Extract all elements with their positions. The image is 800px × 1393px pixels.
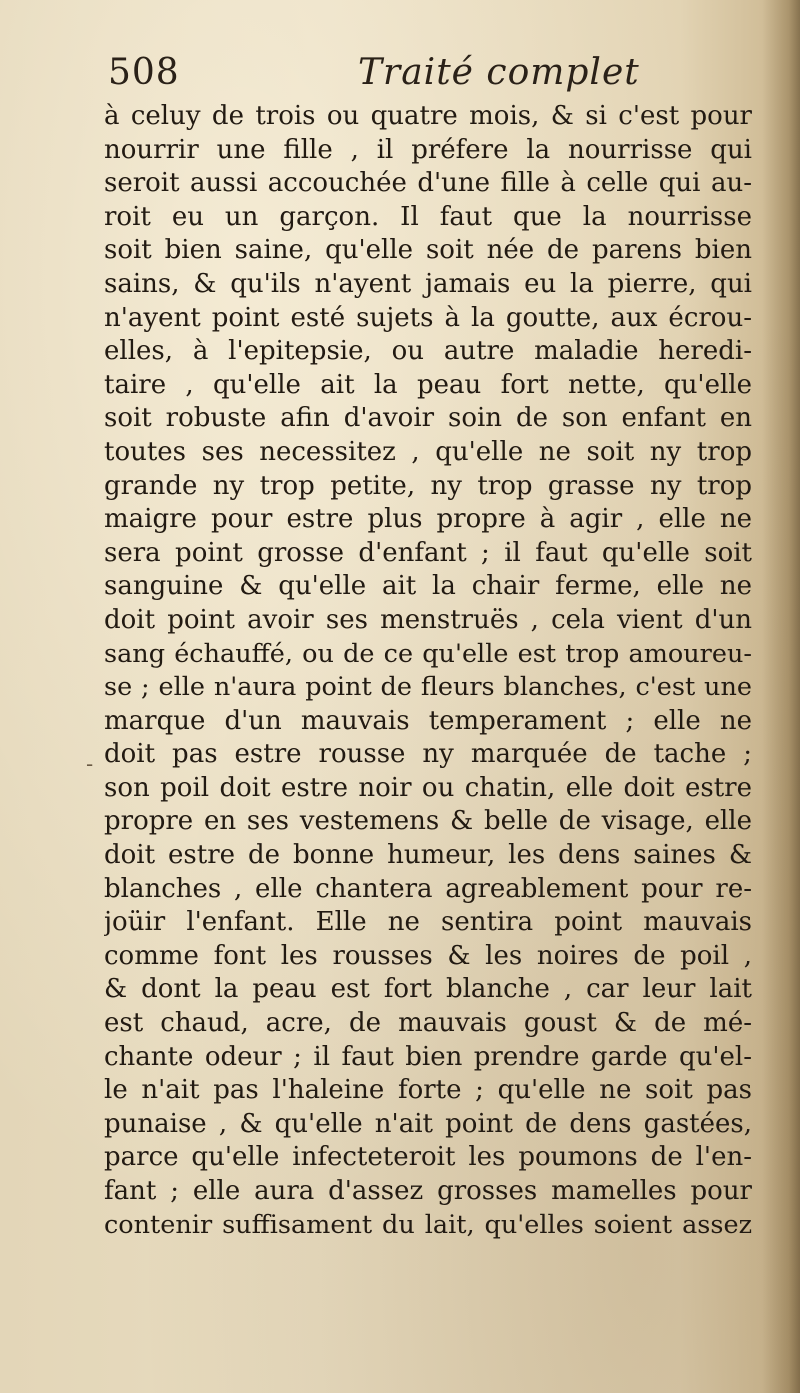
text-line-9: taire , qu'elle ait la peau fort nette, qu'elle [104,369,752,400]
text-line-10: soit robuste afin d'avoir soin de son enfant en [104,403,752,434]
text-line-6: sains, & qu'ils n'ayent jamais eu la pierre, qui [104,268,752,299]
text-line-30: le n'ait pas l'haleine forte ; qu'elle ne soit pas [104,1075,752,1106]
text-line-25: joüir l'enfant. Elle ne sentira point mauvais [104,907,752,938]
text-line-33: fant ; elle aura d'assez grosses mamelles pour [104,1176,752,1206]
text-line-15: sanguine & qu'elle ait la chair ferme, elle ne [104,571,752,602]
page-header-title: Traité complet [358,52,640,93]
text-line-13: maigre pour estre plus propre à agir , elle ne [104,504,752,535]
text-line-27: & dont la peau est fort blanche , car leur lait [104,974,752,1005]
margin-mark: - [86,752,94,776]
text-line-5: soit bien saine, qu'elle soit née de parens bien [104,235,752,266]
text-line-26: comme font les rousses & les noires de poil , [104,940,752,971]
body-text [104,100,752,1242]
running-head [108,52,748,102]
text-line-7: n'ayent point esté sujets à la goutte, aux écrou- [104,302,752,333]
text-line-18: se ; elle n'aura point de fleurs blanches, c'est une [104,672,752,703]
text-line-21: son poil doit estre noir ou chatin, elle doit estre [104,772,752,803]
text-line-2: nourrir une fille , il préfere la nourrisse qui [104,134,752,165]
text-line-17: sang échauffé, ou de ce qu'elle est trop amoureu- [104,638,752,669]
text-line-34: contenir suffisament du lait, qu'elles soient assez [104,1209,752,1240]
text-line-19: marque d'un mauvais temperament ; elle ne [104,705,752,736]
text-line-1: à celuy de trois ou quatre mois, & si c'est pour [104,101,752,131]
text-line-28: est chaud, acre, de mauvais goust & de mé- [104,1008,752,1039]
page-number: 508 [108,52,180,93]
text-line-4: roit eu un garçon. Il faut que la nourrisse [104,201,752,232]
text-line-20: doit pas estre rousse ny marquée de tache ; [104,739,752,770]
text-line-14: sera point grosse d'enfant ; il faut qu'elle soit [104,537,752,568]
text-line-8: elles, à l'epitepsie, ou autre maladie heredi- [104,336,752,367]
text-line-32: parce qu'elle infecteteroit les poumons de l'en- [104,1142,752,1173]
text-line-29: chante odeur ; il faut bien prendre garde qu'el- [104,1041,752,1072]
text-line-11: toutes ses necessitez , qu'elle ne soit ny trop [104,436,752,467]
text-line-12: grande ny trop petite, ny trop grasse ny trop [104,470,752,501]
text-line-3: seroit aussi accouchée d'une fille à celle qui au- [104,168,752,199]
text-line-23: doit estre de bonne humeur, les dens saines & [104,840,752,871]
text-line-22: propre en ses vestemens & belle de visage, elle [104,806,752,837]
text-line-16: doit point avoir ses menstruës , cela vient d'un [104,604,752,635]
text-line-31: punaise , & qu'elle n'ait point de dens gastées, [104,1108,752,1139]
text-line-24: blanches , elle chantera agreablement pour re- [104,873,752,904]
page-edge-shadow [762,0,800,1393]
